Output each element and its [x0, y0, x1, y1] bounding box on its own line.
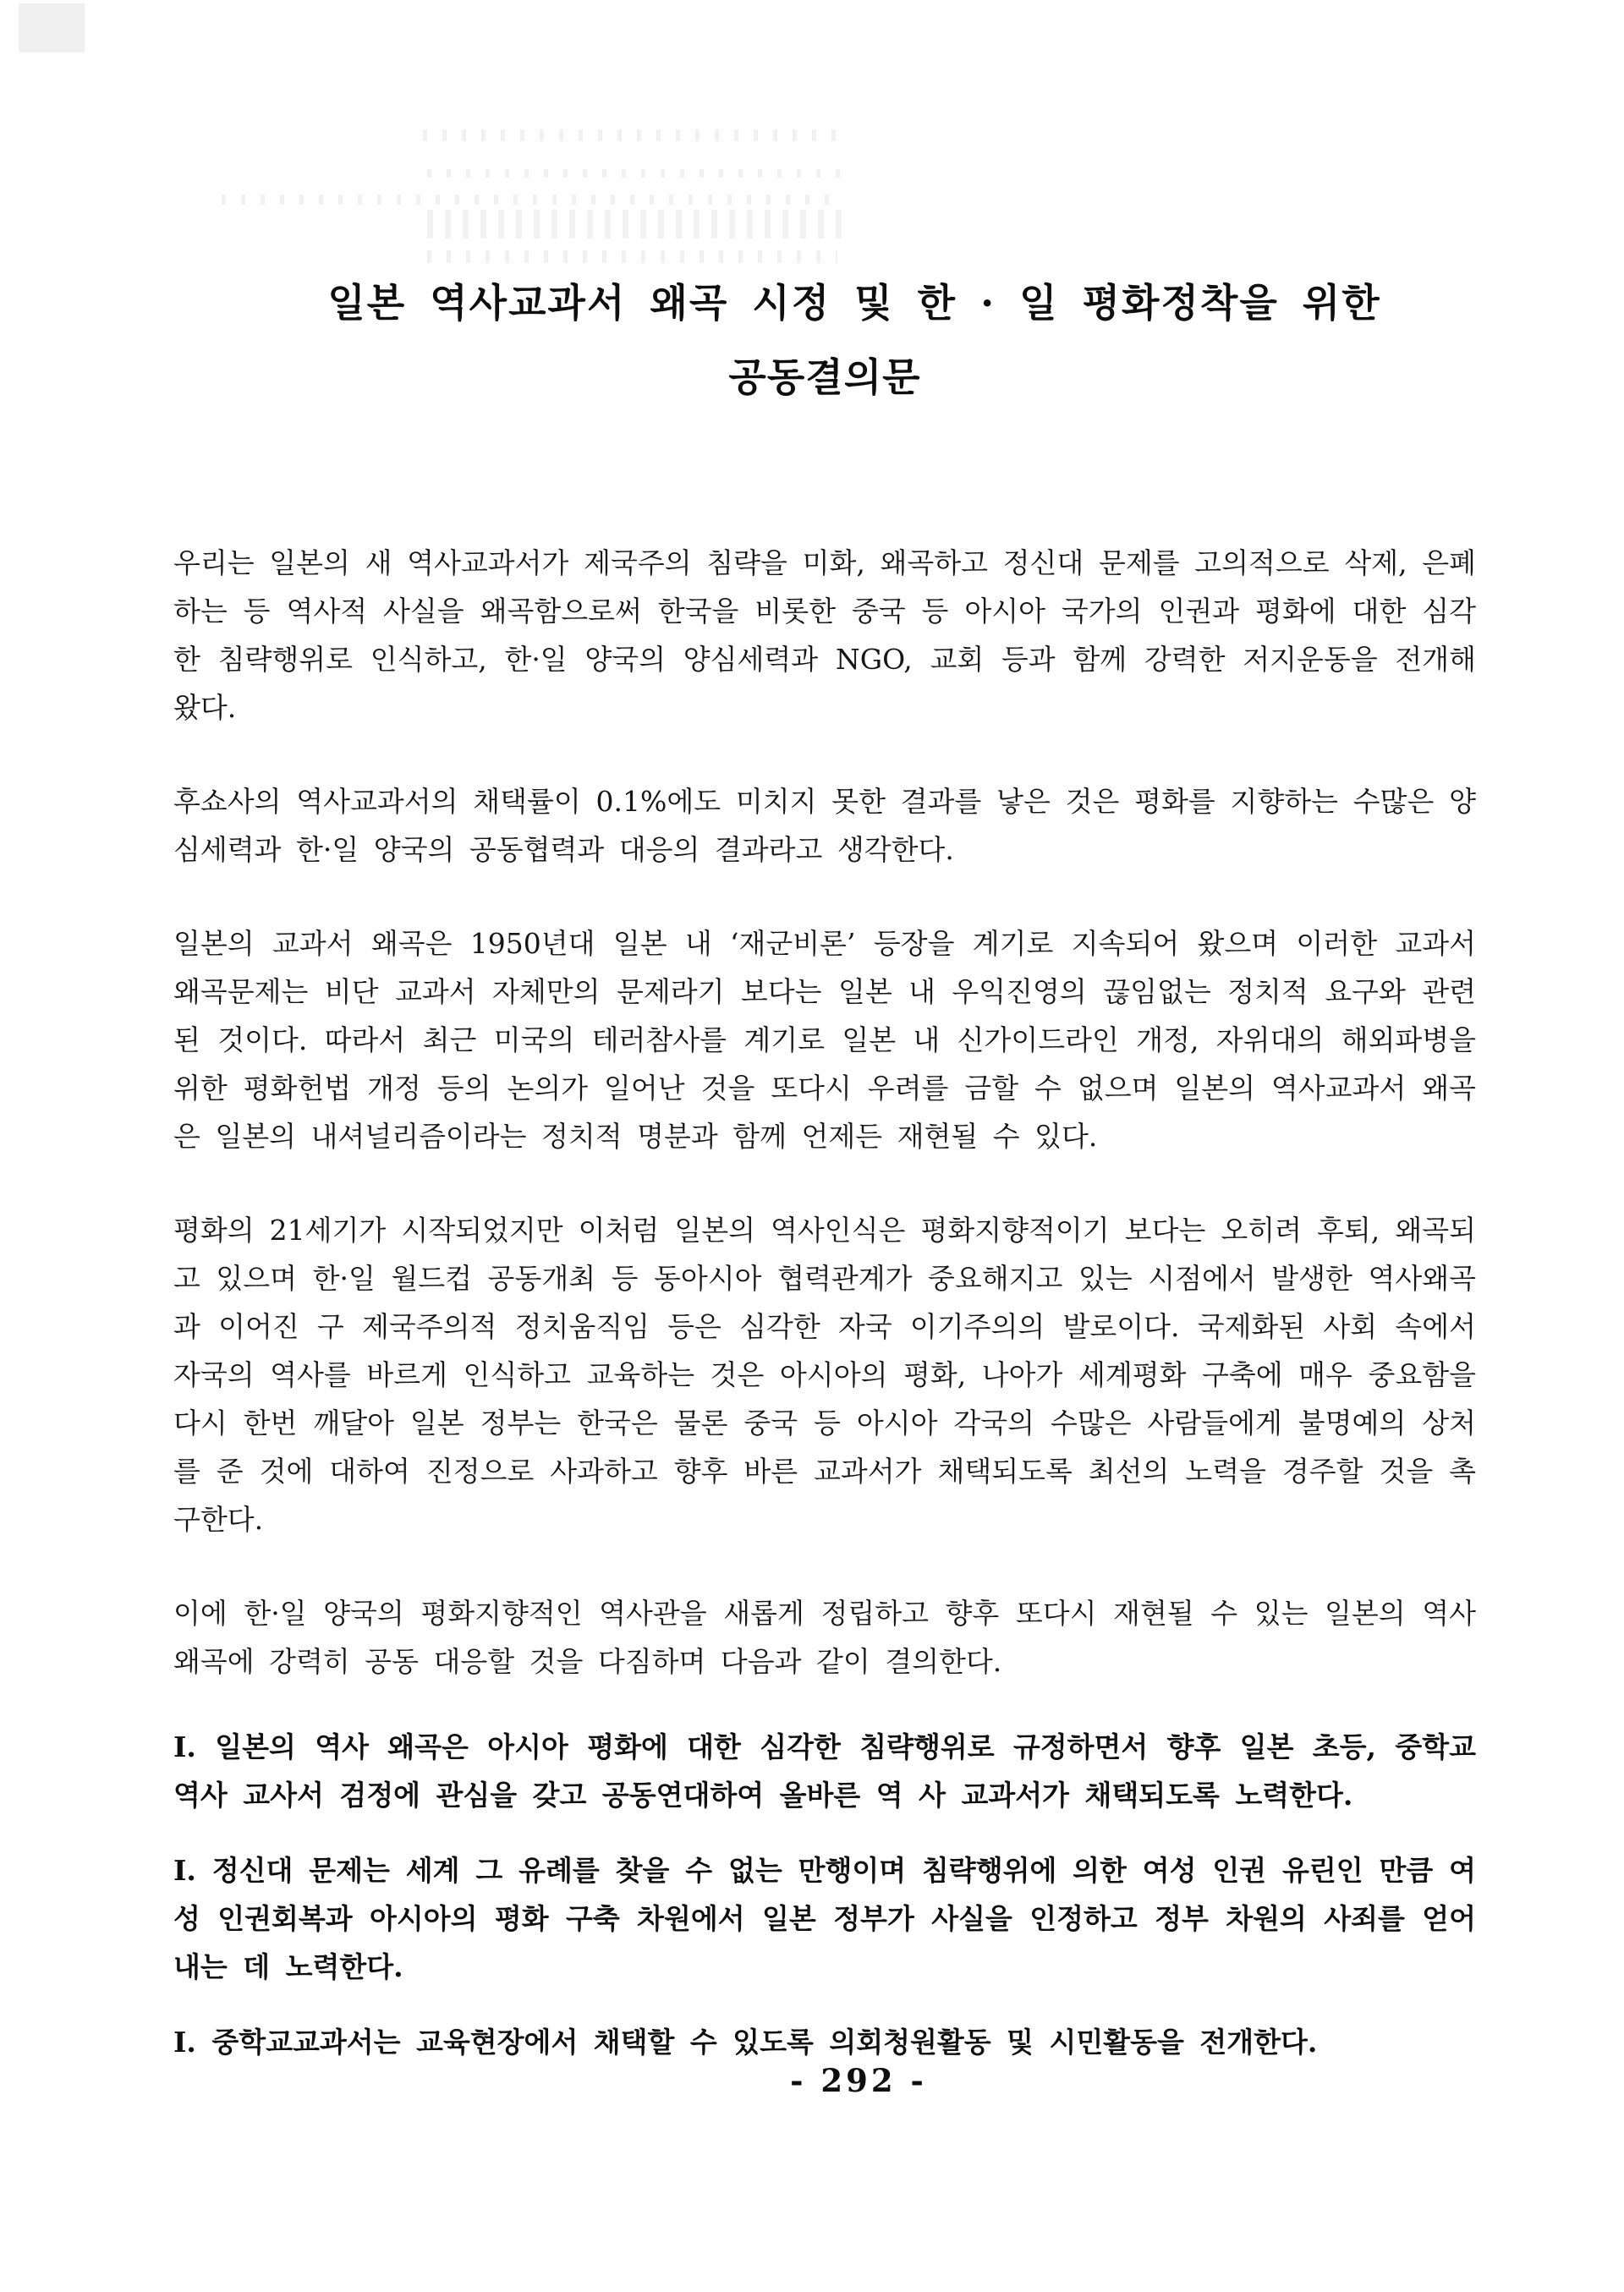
scan-artifact — [19, 3, 85, 52]
scan-artifact — [427, 169, 842, 178]
page-number: - 292 - — [790, 2062, 927, 2099]
scan-artifact — [427, 250, 837, 263]
scan-artifact — [423, 129, 842, 141]
paragraph-1: 우리는 일본의 새 역사교과서가 제국주의 침략을 미화, 왜곡하고 정신대 문제를 고의적으로 삭제, 은폐하는 등 역사적 사실을 왜곡함으로써 한국을 비롯한 중국 등 아시아 국가의 인권과 평화에 대한 심각한 침략행위로 인식하고, 한·일 양국의 양심세력과 NGO, 교회 등과 함께 강력한 저지운동을 전개해 왔다. — [173, 546, 1476, 724]
paragraph-3: 일본의 교과서 왜곡은 1950년대 일본 내 ‘재군비론’ 등장을 계기로 지속되어 왔으며 이러한 교과서 왜곡문제는 비단 교과서 자체만의 문제라기 보다는 일본 내 우익진영의 끊임없는 정치적 요구와 관련된 것이다. 따라서 최근 미국의 테러참사를 계기로 일본 내 신가이드라인 개정, 자위대의 해외파병을 위한 평화헌법 개정 등의 논의가 일어난 것을 또다시 우려를 금할 수 없으며 일본의 역사교과서 왜곡은 일본의 내셔널리즘이라는 정치적 명분과 함께 언제든 재현될 수 있다. — [173, 927, 1476, 1153]
title-line-1: 일본 역사교과서 왜곡 시정 및 한 · 일 평화정착을 위한 — [327, 280, 1381, 326]
paragraph-4: 평화의 21세기가 시작되었지만 이처럼 일본의 역사인식은 평화지향적이기 보다는 오히려 후퇴, 왜곡되고 있으며 한·일 월드컵 공동개최 등 동아시아 협력관계가 중요해지고 있는 시점에서 발생한 역사왜곡과 이어진 구 제국주의적 정치움직임 등은 심각한 자국 이기주의의 발로이다. 국제화된 사회 속에서 자국의 역사를 바르게 인식하고 교육하는 것은 아시아의 평화, 나아가 세계평화 구축에 매우 중요함을 다시 한번 깨달아 일본 정부는 한국은 물론 중국 등 아시아 각국의 수많은 사람들에게 불명예의 상처를 준 것에 대하여 진정으로 사과하고 향후 바른 교과서가 채택되도록 최선의 노력을 경주할 것을 촉구한다. — [173, 1214, 1476, 1536]
title-line-2: 공동결의문 — [728, 354, 921, 400]
resolution-item-3: I. 중학교교과서는 교육현장에서 채택할 수 있도록 의회청원활동 및 시민활동을 전개한다. — [173, 2026, 1318, 2059]
document-title — [173, 280, 1476, 400]
resolution-item-1: I. 일본의 역사 왜곡은 아시아 평화에 대한 심각한 침략행위로 규정하면서 향후 일본 초등, 중학교 역사 교사서 검정에 관심을 갖고 공동연대하여 올바른 역 사 교과서가 채택되도록 노력한다. — [173, 1730, 1476, 1812]
scan-artifact — [222, 195, 842, 205]
paragraph-2: 후쇼사의 역사교과서의 채택률이 0.1%에도 미치지 못한 결과를 낳은 것은 평화를 지향하는 수많은 양심세력과 한·일 양국의 공동협력과 대응의 결과라고 생각한다. — [173, 785, 1476, 866]
scan-artifact — [427, 210, 842, 239]
document-body — [173, 539, 1476, 2066]
paragraph-5: 이에 한·일 양국의 평화지향적인 역사관을 새롭게 정립하고 향후 또다시 재현될 수 있는 일본의 역사 왜곡에 강력히 공동 대응할 것을 다짐하며 다음과 같이 결의한다. — [173, 1597, 1476, 1678]
resolution-item-2: I. 정신대 문제는 세계 그 유례를 찾을 수 없는 만행이며 침략행위에 의한 여성 인권 유린인 만큼 여성 인권회복과 아시아의 평화 구축 차원에서 일본 정부가 사실을 인정하고 정부 차원의 사죄를 얻어내는 데 노력한다. — [173, 1854, 1476, 1983]
